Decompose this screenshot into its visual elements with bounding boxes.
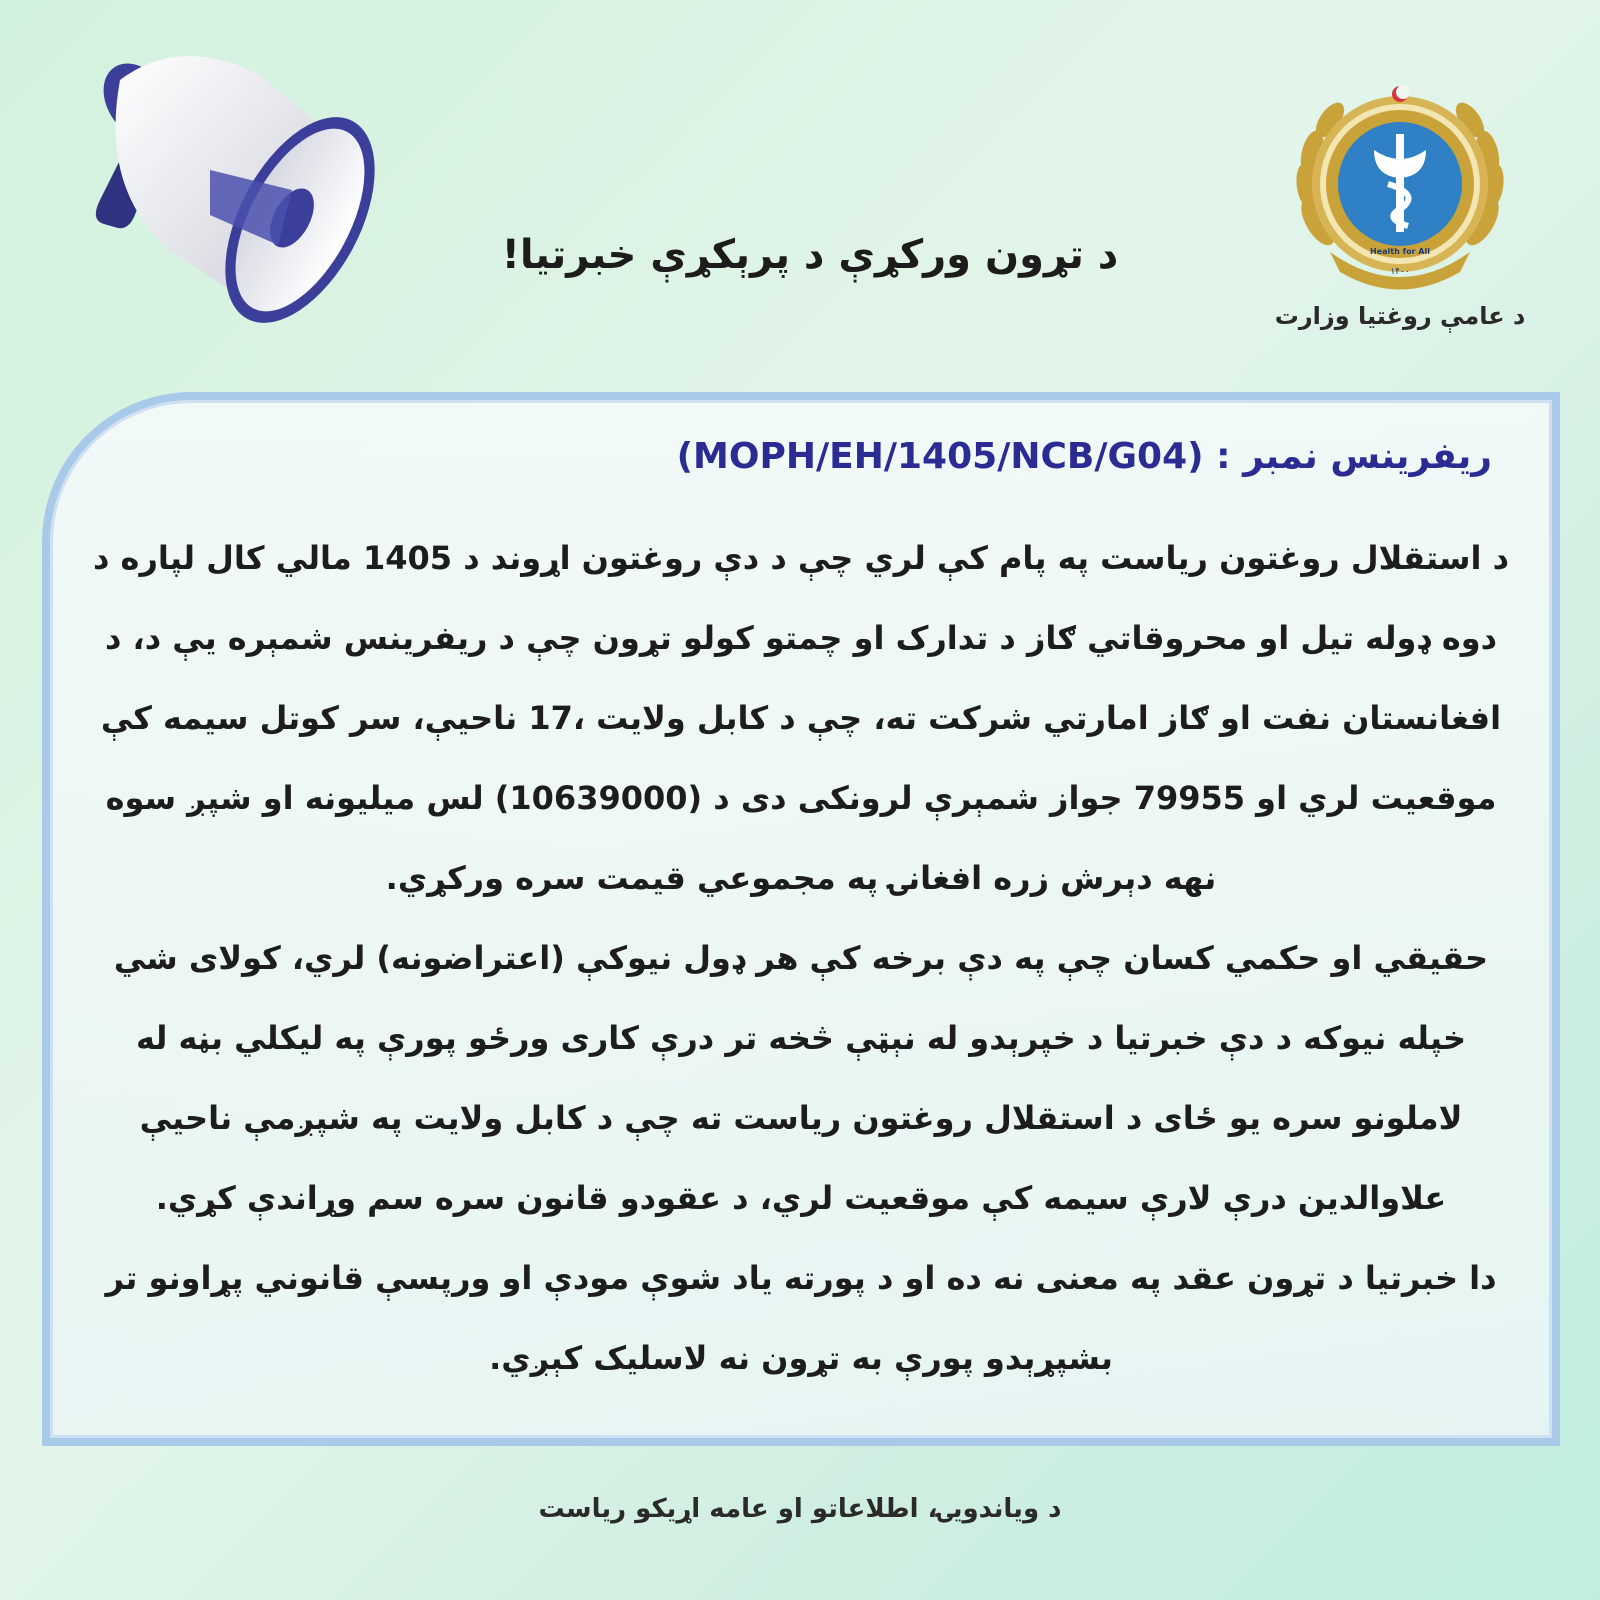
footer-department: د ویاندویۍ، اطلاعاتو او عامه اړیکو ریاست [538,1494,1062,1524]
notice-headline: د تړون ورکړې د پرېکړې خبرتیا! [501,232,1119,278]
notice-paragraph-1: د استقلال روغتون ریاست په پام کې لري چې د دې روغتون اړوند د 1405 مالي کال لپاره د دوه ډوله تیل او محروقاتي ګاز د تدارک او چمتو کولو تړون چې د ریفرینس شمېره یې د، د افغانستان نفت او ګاز امارتي شرکت ته، چې د کابل ولایت ،17 ناحیې، سر کوتل سیمه کې موقعیت لري او 79955 جواز شمېرې لرونکی دی د (10639000) لس میلیونه او شپږ سوه نهه دېرش زره افغانۍ په مجموعي قیمت سره ورکړي. [92,539,1509,897]
reference-label: ریفرینس نمبر [1243,436,1492,477]
ministry-emblem-icon [1290,72,1510,302]
megaphone-icon [60,40,390,330]
notice-paragraph-3: دا خبرتیا د تړون عقد په معنی نه ده او د پورته یاد شوې مودې او ورپسې قانوني پړاونو تر بشپړېدو پورې به تړون نه لاسلیک کېږي. [105,1259,1497,1377]
ministry-name: د عامې روغتیا وزارت [1274,302,1526,330]
notice-panel [42,392,1560,1446]
reference-separator: : [1203,436,1244,477]
reference-code: (MOPH/EH/1405/NCB/G04) [676,436,1204,477]
reference-line [677,436,1492,477]
notice-body [90,518,1512,1398]
emblem-slogan-en: Health for All [1370,247,1430,256]
notice-paragraph-2: حقیقي او حکمي کسان چې په دې برخه کې هر ډول نیوکې (اعتراضونه) لري، کولای شي خپله نیوکه د دې خبرتیا د خپرېدو له نېټې څخه تر درې کاری ورځو پورې په لیکلي بڼه له لاملونو سره یو ځای د استقلال روغتون ریاست ته چې د کابل ولایت په شپږمې ناحیې علاوالدین درې لارې سیمه کې موقعیت لري، د عقودو قانون سره سم وړاندې کړي. [113,939,1489,1217]
emblem-year: ۱۴۰۰ [1390,267,1410,277]
